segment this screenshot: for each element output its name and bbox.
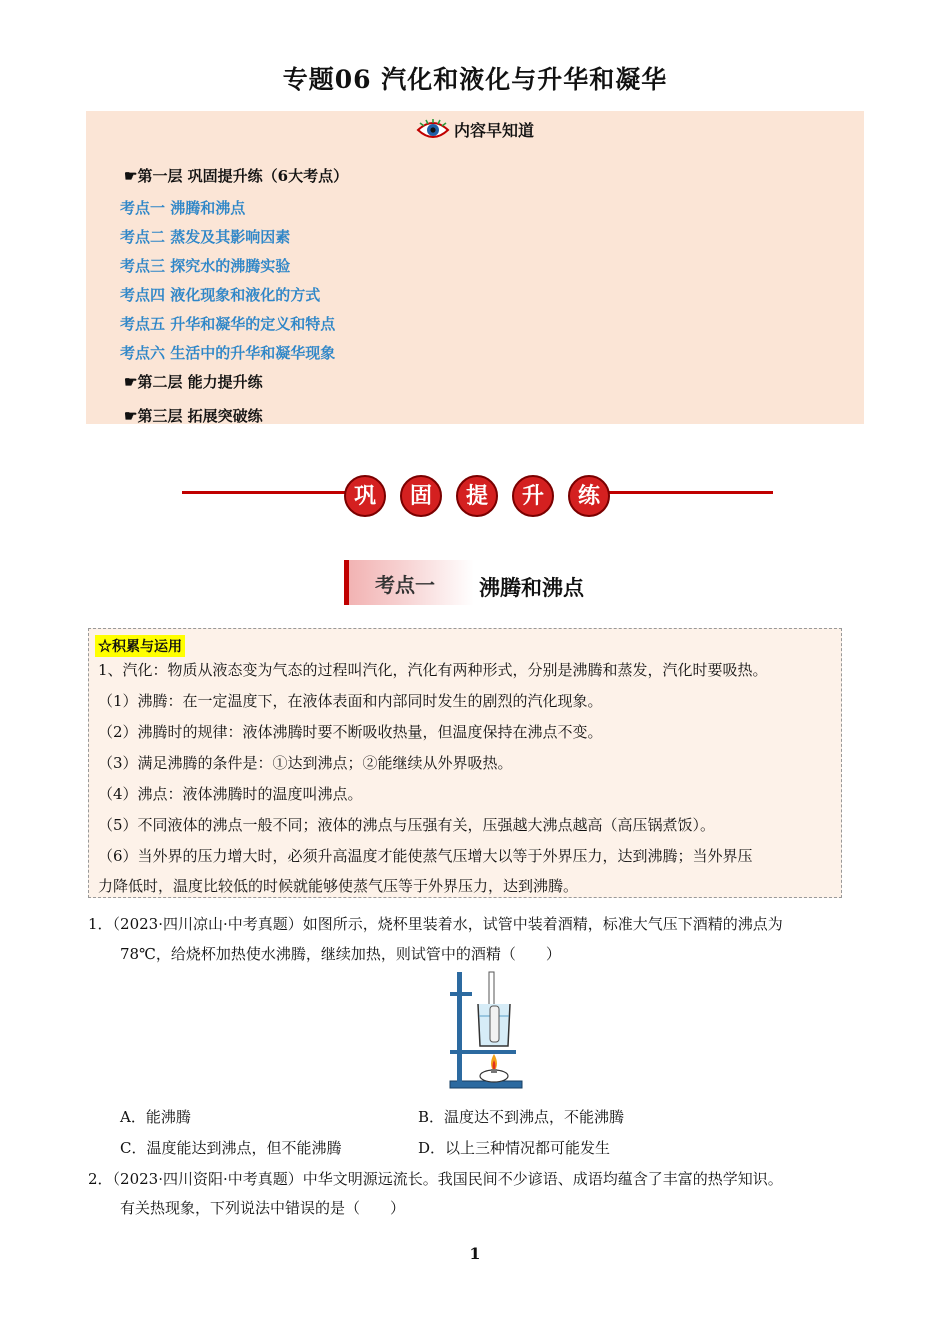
toc-point-4[interactable]: 考点四 液化现象和液化的方式 [120,286,321,304]
option-c[interactable]: C．温度能达到沸点，但不能沸腾 [120,1139,342,1157]
banner-line-left [182,491,346,494]
toc-layer-2[interactable]: ☛第二层 能力提升练 [124,373,263,391]
option-d[interactable]: D．以上三种情况都可能发生 [418,1139,611,1157]
banner-char: 练 [568,475,610,517]
section-banner [342,475,612,515]
question-2-text-cont: 有关热现象，下列说法中错误的是（ ） [120,1199,406,1217]
toc-heading [0,118,950,145]
knowledge-line: 力降低时，温度比较低的时候就能够使蒸气压等于外界压力，达到沸腾。 [98,877,579,895]
banner-char: 巩 [344,475,386,517]
kaodian-title: 沸腾和沸点 [479,575,584,600]
toc-point-6[interactable]: 考点六 生活中的升华和凝华现象 [120,344,336,362]
knowledge-tag: ☆积累与运用 [95,635,185,657]
knowledge-line: （4）沸点：液体沸腾时的温度叫沸点。 [98,785,363,803]
knowledge-line: （2）沸腾时的规律：液体沸腾时要不断吸收热量，但温度保持在沸点不变。 [98,723,603,741]
question-1-text: 1．（2023·四川凉山·中考真题）如图所示，烧杯里装着水，试管中装着酒精，标准大气压下酒精的沸点为 [88,915,783,933]
toc-point-2[interactable]: 考点二 蒸发及其影响因素 [120,228,291,246]
toc-point-1[interactable]: 考点一 沸腾和沸点 [120,199,246,217]
boiling-apparatus-diagram [448,968,528,1094]
knowledge-line: （5）不同液体的沸点一般不同；液体的沸点与压强有关，压强越大沸点越高（高压锅煮饭）。 [98,816,716,834]
toc-point-3[interactable]: 考点三 探究水的沸腾实验 [120,257,291,275]
kaodian-banner [344,560,474,605]
banner-char: 固 [400,475,442,517]
eye-icon [416,119,450,145]
banner-char: 升 [512,475,554,517]
toc-layer-1[interactable]: ☛第一层 巩固提升练（6大考点） [124,167,349,185]
knowledge-line: （3）满足沸腾的条件是：①达到沸点；②能继续从外界吸热。 [98,754,513,772]
page-title: 专题06 汽化和液化与升华和凝华 [282,65,668,94]
toc-heading-label: 内容早知道 [453,121,534,140]
question-1-text-cont: 78℃，给烧杯加热使水沸腾，继续加热，则试管中的酒精（ ） [120,945,561,963]
kaodian-label: 考点一 [375,573,435,597]
question-2-text: 2．（2023·四川资阳·中考真题）中华文明源远流长。我国民间不少谚语、成语均蕴含了丰富的热学知识。 [88,1170,783,1188]
knowledge-line: （1）沸腾：在一定温度下，在液体表面和内部同时发生的剧烈的汽化现象。 [98,692,603,710]
option-b[interactable]: B．温度达不到沸点，不能沸腾 [418,1108,625,1126]
banner-line-right [606,491,773,494]
toc-point-5[interactable]: 考点五 升华和凝华的定义和特点 [120,315,336,333]
toc-layer-3[interactable]: ☛第三层 拓展突破练 [124,407,263,425]
banner-char: 提 [456,475,498,517]
knowledge-line: 1、汽化：物质从液态变为气态的过程叫汽化，汽化有两种形式，分别是沸腾和蒸发，汽化时要吸热。 [98,661,768,679]
knowledge-line: （6）当外界的压力增大时，必须升高温度才能使蒸气压增大以等于外界压力，达到沸腾；当外界压 [98,847,753,865]
page-number: 1 [469,1244,481,1263]
option-a[interactable]: A．能沸腾 [120,1108,191,1126]
